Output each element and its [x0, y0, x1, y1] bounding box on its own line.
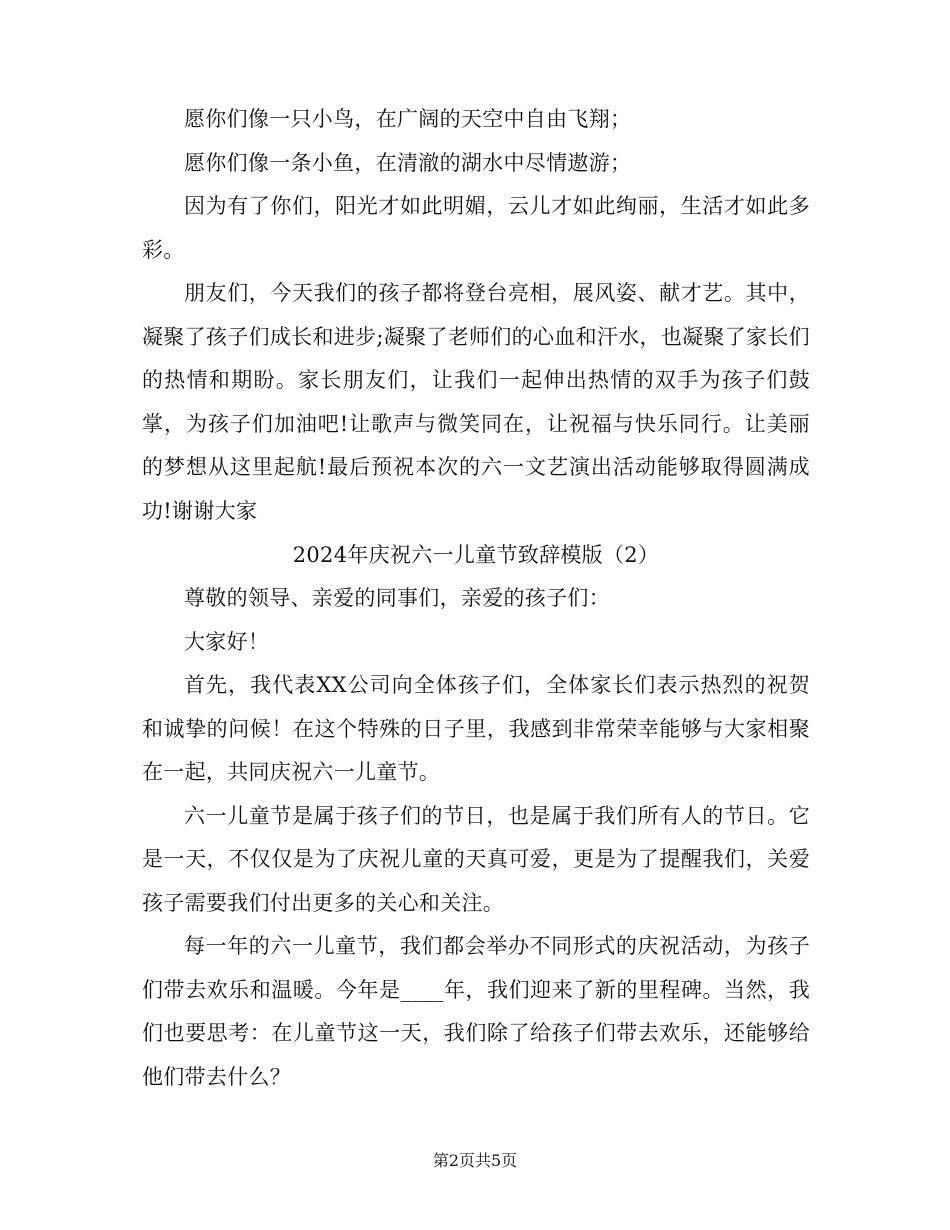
section-title: 2024年庆祝六一儿童节致辞模版（2） — [292, 543, 660, 567]
paragraph: 尊敬的领导、亲爱的同事们，亲爱的孩子们： — [184, 586, 610, 610]
paragraph: 每一年的六一儿童节，我们都会举办不同形式的庆祝活动，为孩子们带去欢乐和温暖。今年是____年，我们迎来了新的里程碑。当然，我们也要思考：在儿童节这一天，我们除了给孩子们带去欢乐，还能够给他们带去什么？ — [142, 934, 810, 1089]
document-body — [142, 98, 810, 1099]
page-number-footer: 第2页共5页 — [432, 1151, 518, 1170]
paragraph: 愿你们像一条小鱼，在清澈的湖水中尽情遨游； — [184, 150, 632, 175]
paragraph: 愿你们像一只小鸟，在广阔的天空中自由飞翔； — [184, 107, 632, 131]
paragraph: 朋友们，今天我们的孩子都将登台亮相，展风姿、献才艺。其中，凝聚了孩子们成长和进步;凝聚了老师们的心血和汗水，也凝聚了家长们的热情和期盼。家长朋友们，让我们一起伸出热情的双手为孩子们鼓掌，为孩子们加油吧!让歌声与微笑同在，让祝福与快乐同行。让美丽的梦想从这里起航!最后预祝本次的六一文艺演出活动能够取得圆满成功!谢谢大家 — [142, 281, 810, 523]
paragraph: 六一儿童节是属于孩子们的节日，也是属于我们所有人的节日。它是一天，不仅仅是为了庆祝儿童的天真可爱，更是为了提醒我们，关爱孩子需要我们付出更多的关心和关注。 — [142, 803, 810, 915]
paragraph: 首先，我代表XX公司向全体孩子们，全体家长们表示热烈的祝贺和诚挚的问候！在这个特殊的日子里，我感到非常荣幸能够与大家相聚在一起，共同庆祝六一儿童节。 — [142, 673, 810, 784]
paragraph: 因为有了你们，阳光才如此明媚，云儿才如此绚丽，生活才如此多彩。 — [142, 194, 810, 262]
paragraph: 大家好！ — [184, 629, 270, 654]
